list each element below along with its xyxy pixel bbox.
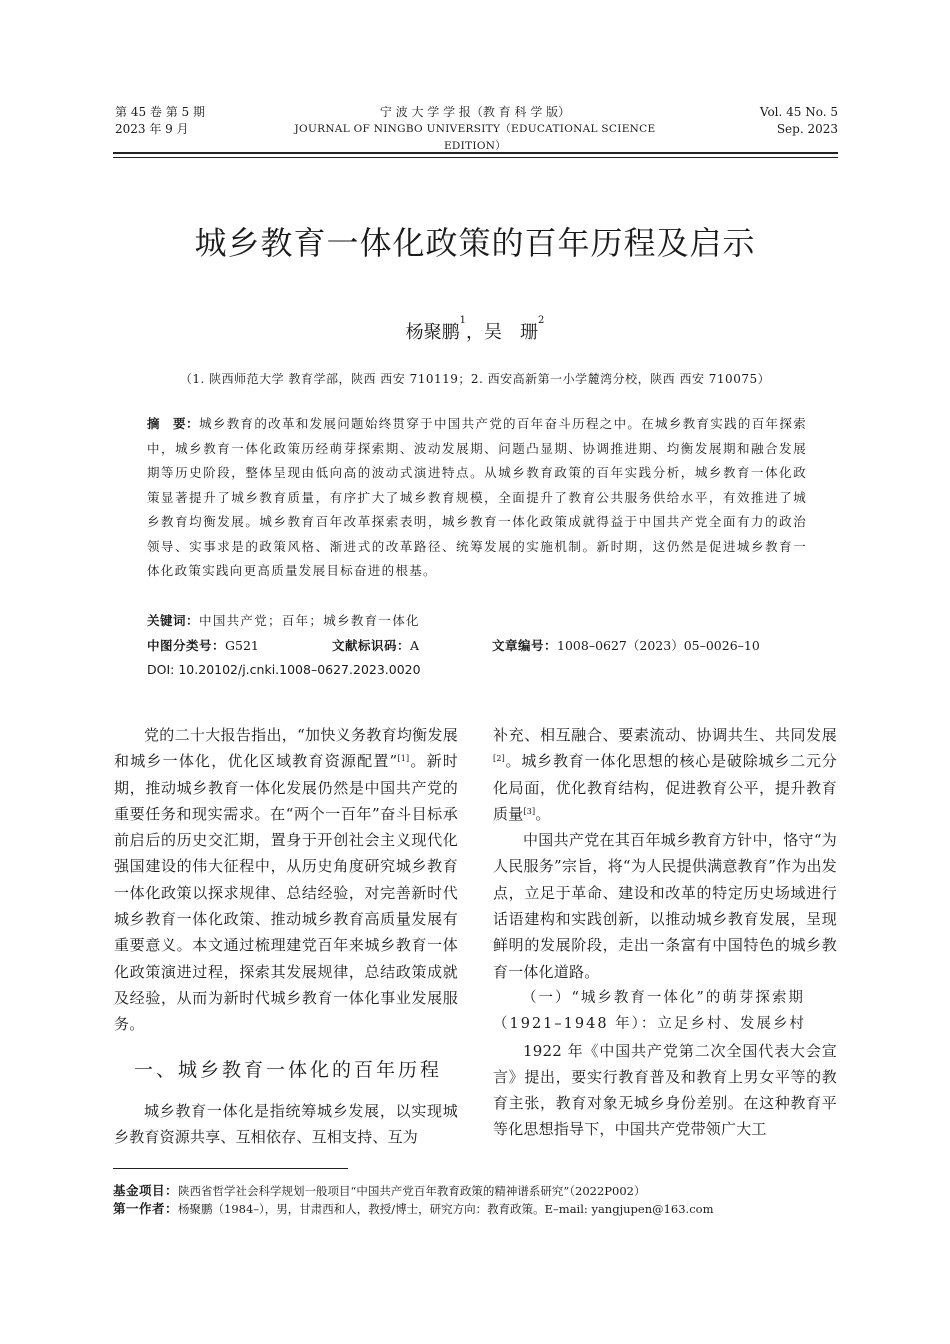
funding-text: 陕西省哲学社会科学规划一般项目“中国共产党百年教育政策的精神谱系研究”（2022P002） [178,1184,646,1198]
keywords [147,611,420,629]
paragraph-intro [114,722,458,1038]
paragraph-text: 党的二十大报告指出，“加快义务教育均衡发展和城乡一体化，优化区域教育资源配置” [114,726,458,771]
author-1-affil: 1 [459,315,466,326]
author-2-affil: 2 [538,315,545,326]
abstract-label: 摘 要： [147,416,200,431]
paragraph-text: 。城乡教育一体化思想的核心是破除城乡二元分化局面，优化教育结构，促进教育公平，提升教育质量 [493,752,837,823]
running-header-left [115,104,205,138]
clc-label: 中图分类号： [147,638,226,653]
subsection-heading-line2: （1921–1948 年）：立足乡村、发展乡村 [493,1016,806,1033]
keywords-text: 中国共产党；百年；城乡教育一体化 [199,613,420,628]
paragraph-text: 。 [535,804,551,823]
funding-label: 基金项目： [113,1183,179,1198]
paragraph-text: 补充、相互融合、要素流动、协调共生、共同发展 [493,726,837,744]
paper-title: 城乡教育一体化政策的百年历程及启示 [194,224,756,262]
doi-value[interactable]: 10.20102/j.cnki.1008–0627.2023.0020 [178,662,421,677]
article-number-value: 1008–0627（2023）05–0026–10 [557,638,760,653]
subsection-heading [493,985,837,1038]
running-header-right [760,104,838,138]
keywords-label: 关键词： [147,613,200,628]
body-column-left [114,722,458,1150]
article-number-label: 文章编号： [492,638,558,653]
doi [147,662,421,677]
document-code [332,636,419,654]
abstract [147,412,807,584]
article-number [492,636,760,654]
affiliations: （1. 陕西师范大学 教育学部，陕西 西安 710119；2. 西安高新第一小学麓湾分校，陕西 西安 710075） [179,372,771,386]
paragraph-1922: 1922 年《中国共产党第二次全国代表大会宣言》提出，要实行教育普及和教育上男女平等的教育主张，教育对象无城乡身份差别。在这种教育平等化思想指导下，中国共产党带领广大工 [493,1041,837,1139]
abstract-text: 城乡教育的改革和发展问题始终贯穿于中国共产党的百年奋斗历程之中。在城乡教育实践的百年探索中，城乡教育一体化政策历经萌芽探索期、波动发展期、问题凸显期、协调推进期、均衡发展期和融合发展期等历史阶段，整体呈现由低向高的波动式演进特点。从城乡教育政策的百年实践分析，城乡教育一体化政策显著提升了城乡教育质量，有序扩大了城乡教育规模，全面提升了教育公共服务供给水平，有效推进了城乡教育均衡发展。城乡教育百年改革探索表明，城乡教育一体化政策成就得益于中国共产党全面有力的政治领导、实事求是的政策风格、渐进式的改革路径、统筹发展的实施机制。新时期，这仍然是促进城乡教育一体化政策实践向更高质量发展目标奋进的根基。 [147,416,807,578]
citation-ref-3[interactable]: [3] [523,806,536,816]
header-rule-thin [113,157,838,158]
doc-code-value: A [410,638,420,653]
footnote-author [113,1200,843,1218]
clc-number [147,636,259,654]
citation-ref-2[interactable]: [2] [493,754,505,764]
body-column-right [493,722,837,1143]
first-author-text: 杨聚鹏（1984–），男，甘肃西和人，教授/博士，研究方向：教育政策。E–mail: yangjupen@163.com [178,1202,714,1216]
publication-date: 2023 年 9 月 [115,122,189,136]
clc-value: G521 [225,638,259,653]
author-line [0,315,950,344]
author-separator: ， [466,322,484,343]
paragraph-text: 。新时期，推动城乡教育一体化发展仍然是中国共产党的重要任务和现实需求。在“两个一百年”奋斗目标承前启后的历史交汇期，置身于开创社会主义现代化强国建设的伟大征程中，从历史角度研究城乡教育一体化政策以探求规律、总结经验，对完善新时代城乡教育一体化政策、推动城乡教育高质量发展有重要意义。本文通过梳理建党百年来城乡教育一体化政策演进过程，探索其发展规律，总结政策成就及经验，从而为新时代城乡教育一体化事业发展服务。 [114,752,458,1034]
subsection-heading-line1: （一）“城乡教育一体化”的萌芽探索期 [522,989,805,1006]
doi-label: DOI: [147,662,175,677]
paragraph-definition: 城乡教育一体化是指统筹城乡发展，以实现城乡教育资源共享、互相依存、互相支持、互为 [114,1101,458,1146]
running-header-center [280,104,670,155]
journal-name-cn: 宁 波 大 学 学 报（教 育 科 学 版） [379,105,571,119]
volume-issue: 第 45 卷 第 5 期 [115,105,205,119]
paragraph-definition-continued [493,722,837,827]
publication-date-en: Sep. 2023 [776,122,838,136]
volume-issue-en: Vol. 45 No. 5 [759,105,838,119]
citation-ref-1[interactable]: [1] [397,754,410,764]
footnote-rule [113,1168,348,1169]
section-heading: 一、城乡教育一体化的百年历程 [134,1058,443,1081]
first-author-label: 第一作者： [113,1201,179,1216]
journal-name-en: JOURNAL OF NINGBO UNIVERSITY（EDUCATIONAL SCIENCE EDITION） [294,123,656,152]
footnote-funding [113,1182,843,1200]
author-1: 杨聚鹏 [405,322,460,343]
author-2: 吴 珊 [484,322,538,343]
header-rule-thick [113,152,838,154]
paragraph-party-policy: 中国共产党在其百年城乡教育方针中，恪守“为人民服务”宗旨，将“为人民提供满意教育”作为出发点，立足于革命、建设和改革的特定历史场域进行话语建构和实践创新，以推动城乡教育发展，呈现鲜明的发展阶段，走出一条富有中国特色的城乡教育一体化道路。 [493,831,837,981]
doc-code-label: 文献标识码： [332,638,411,653]
